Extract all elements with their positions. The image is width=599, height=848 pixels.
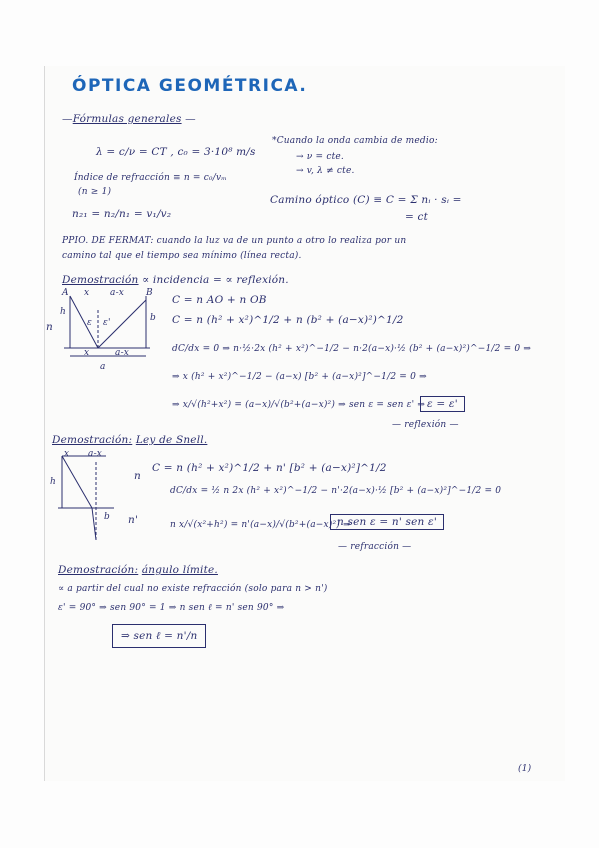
- demo2-eq3: n x/√(x²+h²) = n'(a−x)/√(b²+(a−x)²) ⇒: [170, 520, 351, 530]
- demo3-line2: ε' = 90° ⇒ sen 90° = 1 ⇒ n sen ℓ = n' sen 90° ⇒: [58, 603, 285, 613]
- demo3-result: ⇒ sen ℓ = n'/n: [112, 624, 206, 648]
- section-demo3-rest: ángulo límite.: [141, 564, 218, 576]
- fig2-label-h: h: [50, 477, 56, 487]
- page-title: ÓPTICA GEOMÉTRICA.: [72, 76, 308, 96]
- demo2-np: n': [128, 514, 139, 526]
- section-demo2-label: Demostración:: [52, 434, 133, 446]
- demo3-line1: ∝ a partir del cual no existe refracción (solo para n > n'): [58, 584, 328, 594]
- demo2-eq1: C = n (h² + x²)^1/2 + n' [b² + (a−x)²]^1/2: [152, 462, 387, 474]
- formula-camino: Camino óptico (C) ≡ C = Σ nᵢ · sᵢ =: [270, 194, 462, 206]
- fig2-label-ax: a-x: [88, 449, 103, 459]
- fig2-refracted-ray: [92, 508, 96, 540]
- fig1-label-ax: a-x: [110, 288, 125, 298]
- section-demo3: [58, 564, 218, 576]
- note-medio-2: → v, λ ≠ cte.: [296, 166, 355, 176]
- fermat-line-2: camino tal que el tiempo sea mínimo (línea recta).: [62, 251, 302, 261]
- section-demo3-label: Demostración:: [58, 564, 139, 576]
- fig1-label-h: h: [60, 307, 66, 317]
- formula-camino-ct: = ct: [405, 211, 429, 223]
- section-formulas: —Fórmulas generales —: [62, 113, 196, 125]
- demo2-eq2: dC/dx = ½ n 2x (h² + x²)^−1/2 − n'·2(a−x)·½ [b² + (a−x)²]^−1/2 = 0: [170, 486, 502, 496]
- fig2-label-b: b: [104, 512, 110, 522]
- formula-indice-cond: (n ≥ 1): [78, 187, 112, 197]
- demo1-eq2: C = n (h² + x²)^1/2 + n (b² + (a−x)²)^1/2: [172, 314, 404, 326]
- section-demo1: [62, 274, 289, 286]
- formula-indice: Índice de refracción ≡ n = c₀/vₘ: [74, 173, 227, 183]
- note-medio: *Cuando la onda cambia de medio:: [272, 136, 438, 146]
- demo1-label: — reflexión —: [392, 420, 459, 430]
- demo1-eq4: ⇒ x (h² + x²)^−1/2 − (a−x) [b² + (a−x)²]^−1/2 = 0 ⇒: [172, 372, 427, 382]
- fermat-line-1: PPIO. DE FERMAT: cuando la luz va de un punto a otro lo realiza por un: [62, 236, 407, 246]
- section-demo1-label: Demostración: [62, 274, 139, 286]
- demo2-label: — refracción —: [338, 542, 412, 552]
- formula-n21: n₂₁ = n₂/n₁ = v₁/v₂: [72, 208, 172, 220]
- note-medio-1: → ν = cte.: [296, 152, 344, 162]
- fig1-label-ax-bottom: a-x: [115, 348, 130, 358]
- section-formulas-label: Fórmulas generales: [72, 113, 182, 125]
- demo2-n: n: [134, 470, 141, 482]
- fig1-label-A: A: [62, 288, 69, 298]
- fig1-label-e: ε: [87, 318, 93, 328]
- fig2-incident-ray: [62, 456, 92, 508]
- fig1-label-n: n: [46, 321, 53, 333]
- section-demo2-rest: Ley de Snell.: [135, 434, 208, 446]
- fig1-label-e2: ε': [103, 318, 111, 328]
- fig1-label-x-bottom: x: [84, 348, 90, 358]
- demo1-eq3: dC/dx = 0 ⇒ n·½·2x (h² + x²)^−1/2 − n·2(a−x)·½ (b² + (a−x)²)^−1/2 = 0 ⇒: [172, 344, 532, 354]
- reflection-figure: [58, 290, 153, 372]
- refraction-figure: [56, 452, 118, 544]
- section-demo2: [52, 434, 207, 446]
- demo2-result: n sen ε = n' sen ε': [330, 514, 444, 530]
- formula-lambda: λ = c/ν = CT , c₀ = 3·10⁸ m/s: [96, 146, 256, 158]
- fig1-label-a: a: [100, 362, 106, 372]
- fig1-incident-ray: [70, 296, 98, 348]
- fig1-label-x: x: [84, 288, 90, 298]
- fig1-label-b: b: [150, 313, 156, 323]
- fig1-label-B: B: [146, 288, 153, 298]
- page-number: (1): [518, 764, 532, 774]
- section-demo1-rest: ∝ incidencia = ∝ reflexión.: [142, 274, 289, 286]
- fig2-label-x: x: [64, 449, 70, 459]
- demo1-eq1: C = n AO + n OB: [172, 294, 267, 306]
- demo1-result: ε = ε': [420, 396, 465, 412]
- demo1-eq5: ⇒ x/√(h²+x²) = (a−x)/√(b²+(a−x)²) ⇒ sen ε = sen ε' ⇒: [172, 400, 426, 410]
